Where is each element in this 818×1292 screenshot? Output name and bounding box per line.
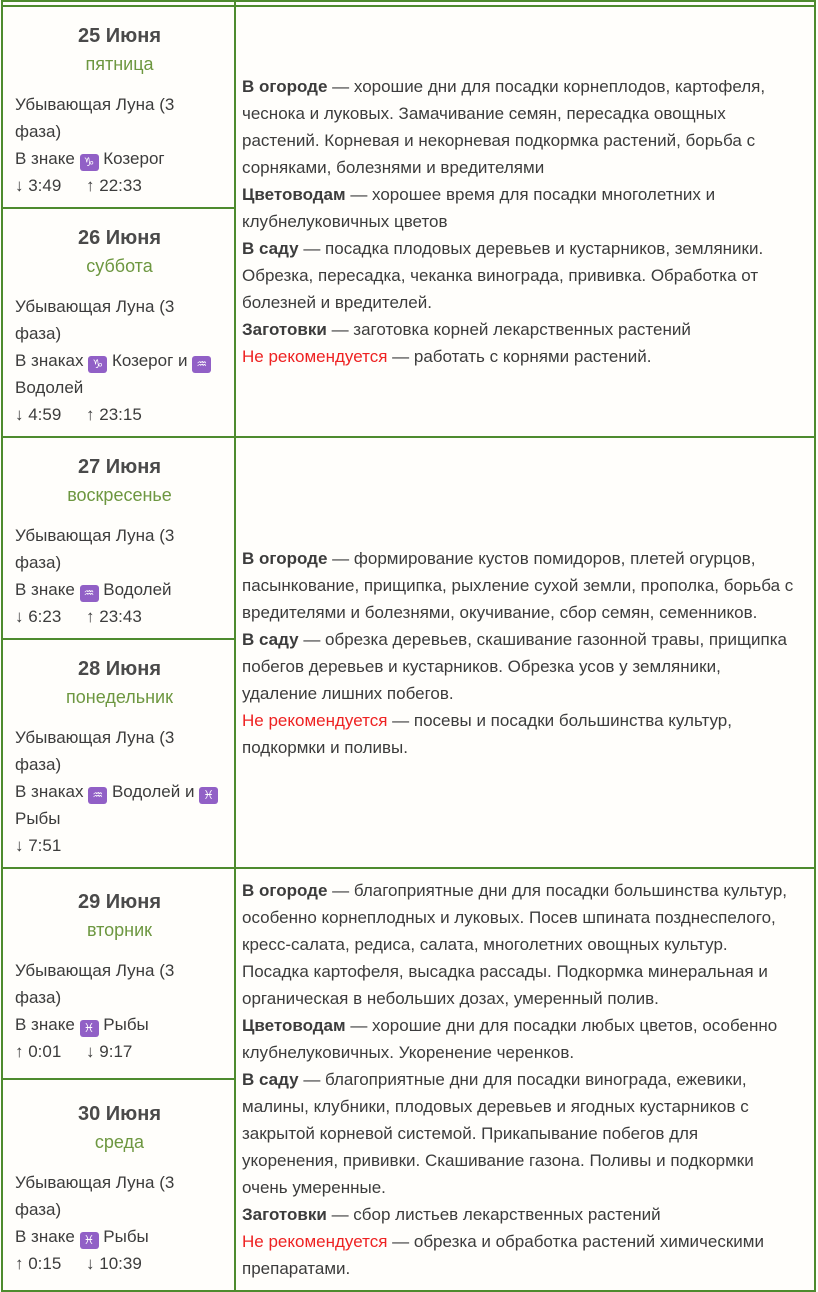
moonset-time: ↓ 3:49 (15, 176, 62, 195)
paragraph-text: — обрезка и обработка растений химическими препаратами. (242, 1232, 764, 1278)
day-cell-29-june (2, 868, 235, 1079)
paragraph-label: В саду (242, 239, 299, 258)
garden-paragraph (242, 545, 794, 626)
period-description-25-26 (235, 6, 815, 437)
moon-times (15, 172, 224, 199)
moon-times (15, 1250, 224, 1277)
zodiac-name: Рыбы (103, 1226, 149, 1246)
paragraph-text: — посадка плодовых деревьев и кустарников, земляники. Обрезка, пересадка, чеканка винограда, прививка. Обработка от болезней и вредителей. (242, 239, 764, 312)
paragraph-label: Заготовки (242, 1205, 327, 1224)
paragraph-label: В огороде (242, 548, 328, 568)
day-cell-28-june (2, 639, 235, 868)
zodiac-name: Водолей (103, 580, 172, 599)
zodiac-name: Водолей (15, 378, 84, 397)
lunar-calendar-table (1, 0, 816, 1292)
pisces-icon: ♓ (80, 1232, 99, 1249)
not-recommended-paragraph (242, 343, 794, 370)
zodiac-prefix: В знаке (15, 1015, 75, 1035)
moonset-time: ↓ 10:39 (86, 1253, 142, 1273)
zodiac-name: Рыбы (15, 809, 61, 828)
zodiac-line (15, 145, 224, 172)
zodiac-prefix: В знаках (15, 351, 84, 370)
aquarius-icon: ♒ (88, 787, 107, 804)
paragraph-label: В огороде (242, 881, 328, 900)
flowers-paragraph (242, 1012, 794, 1066)
paragraph-text: — посевы и посадки большинства культур, подкормки и поливы. (242, 710, 732, 757)
moon-times (15, 1038, 224, 1065)
zodiac-name: Водолей и (111, 782, 195, 801)
zodiac-name: Козерог (103, 149, 165, 168)
zodiac-prefix: В знаке (15, 1226, 75, 1246)
warning-label: Не рекомендуется (242, 1232, 388, 1251)
zodiac-name: Рыбы (103, 1015, 149, 1035)
day-date: 30 Июня (77, 1102, 161, 1125)
moon-phase: Убывающая Луна (3 фаза) (15, 728, 175, 774)
moonrise-time: ↑ 22:33 (86, 176, 142, 195)
garden-paragraph (242, 877, 794, 1012)
moonrise-time: ↑ 0:01 (15, 1042, 62, 1062)
period-description-29-30 (235, 868, 815, 1291)
day-cell-26-june (2, 208, 235, 437)
paragraph-label: Заготовки (242, 320, 327, 339)
warning-label: Не рекомендуется (242, 710, 388, 730)
day-weekday: понедельник (66, 687, 173, 707)
zodiac-line (15, 1011, 224, 1038)
day-weekday: вторник (86, 920, 153, 941)
moonset-time: ↓ 9:17 (86, 1042, 133, 1062)
paragraph-label: В огороде (242, 77, 328, 96)
day-date: 29 Июня (77, 891, 161, 914)
warning-label: Не рекомендуется (242, 347, 388, 366)
day-weekday: суббота (86, 256, 153, 276)
paragraph-text: — заготовка корней лекарственных растений (331, 320, 691, 339)
zodiac-prefix: В знаках (15, 782, 84, 801)
moonset-time: ↓ 6:23 (15, 607, 62, 626)
paragraph-text: — хорошие дни для посадки любых цветов, особенно клубнелуковичных. Укоренение черенков. (242, 1016, 778, 1062)
moon-phase: Убывающая Луна (3 фаза) (15, 297, 175, 343)
orchard-paragraph (242, 626, 794, 707)
harvest-paragraph (242, 316, 794, 343)
not-recommended-paragraph (242, 1228, 794, 1282)
moon-times (15, 603, 224, 630)
zodiac-line (15, 778, 224, 832)
moon-phase: Убывающая Луна (3 фаза) (15, 961, 175, 1008)
moonset-time: ↓ 4:59 (15, 405, 62, 424)
orchard-paragraph (242, 1066, 794, 1201)
pisces-icon: ♓ (80, 1020, 99, 1037)
flowers-paragraph (242, 181, 794, 235)
paragraph-label: В саду (242, 629, 299, 649)
day-date: 25 Июня (77, 25, 161, 47)
capricorn-icon: ♑ (80, 154, 99, 171)
zodiac-line (15, 576, 224, 603)
paragraph-text: — хорошие дни для посадки корнеплодов, картофеля, чеснока и луковых. Замачивание семян, пересадка овощных растений. Корневая и некорневая подкормка растений, борьба с сорняками, болезнями и вредителями (242, 77, 766, 177)
not-recommended-paragraph (242, 707, 794, 761)
paragraph-text: — формирование кустов помидоров, плетей огурцов, пасынкование, прищипка, рыхление сухой земли, прополка, борьба с вредителями и болезнями, окучивание, сбор семян, семенников. (242, 548, 794, 622)
moonset-time: ↓ 7:51 (15, 836, 62, 855)
day-weekday: воскресенье (67, 485, 172, 505)
zodiac-name: Козерог и (111, 351, 188, 370)
moon-phase: Убывающая Луна (3 фаза) (15, 526, 175, 572)
day-weekday: среда (94, 1131, 145, 1152)
moon-times (15, 401, 224, 428)
day-cell-25-june (2, 6, 235, 208)
day-cell-30-june (2, 1079, 235, 1291)
zodiac-line (15, 1223, 224, 1250)
paragraph-label: Цветоводам (242, 1016, 346, 1035)
zodiac-prefix: В знаке (15, 580, 75, 599)
moonrise-time: ↑ 23:43 (86, 607, 142, 626)
period-description-27-28 (235, 437, 815, 868)
paragraph-text: — благоприятные дни для посадки винограда, ежевики, малины, клубники, плодовых деревьев и ягодных кустарников с закрытой корневой системой. Прикапывание побегов для укоренения, прививки. Скашивание газона. Поливы и подкормки очень умеренные. (242, 1070, 754, 1197)
moonrise-time: ↑ 23:15 (86, 405, 142, 424)
moonrise-time: ↑ 0:15 (15, 1253, 62, 1273)
paragraph-text: — хорошее время для посадки многолетних и клубнелуковичных цветов (242, 185, 716, 231)
zodiac-prefix: В знаке (15, 149, 75, 168)
day-cell-27-june (2, 437, 235, 639)
aquarius-icon: ♒ (80, 585, 99, 602)
moon-phase: Убывающая Луна (3 фаза) (15, 95, 175, 141)
paragraph-text: — работать с корнями растений. (392, 347, 652, 366)
garden-paragraph (242, 73, 794, 181)
day-date: 28 Июня (77, 658, 161, 680)
paragraph-label: Цветоводам (242, 185, 346, 204)
paragraph-text: — благоприятные дни для посадки большинства культур, особенно корнеплодных и луковых. Посев шпината позднеспелого, кресс-салата, редиса, салата, многолетних овощных культур. Посадка картофеля, высадка рассады. Подкормка минеральная и органическая в небольших дозах, умеренный полив. (242, 881, 788, 1008)
paragraph-label: В саду (242, 1070, 299, 1089)
day-date: 26 Июня (77, 227, 161, 249)
moon-phase: Убывающая Луна (3 фаза) (15, 1172, 175, 1219)
pisces-icon: ♓ (199, 787, 218, 804)
moon-times (15, 832, 224, 859)
aquarius-icon: ♒ (192, 356, 211, 373)
paragraph-text: — обрезка деревьев, скашивание газонной травы, прищипка побегов деревьев и кустарников. Обрезка усов у земляники, удаление лишних побегов. (242, 629, 788, 703)
harvest-paragraph (242, 1201, 794, 1228)
capricorn-icon: ♑ (88, 356, 107, 373)
zodiac-line (15, 347, 224, 401)
day-date: 27 Июня (77, 456, 161, 478)
orchard-paragraph (242, 235, 794, 316)
day-weekday: пятница (85, 54, 154, 74)
paragraph-text: — сбор листьев лекарственных растений (331, 1205, 661, 1224)
